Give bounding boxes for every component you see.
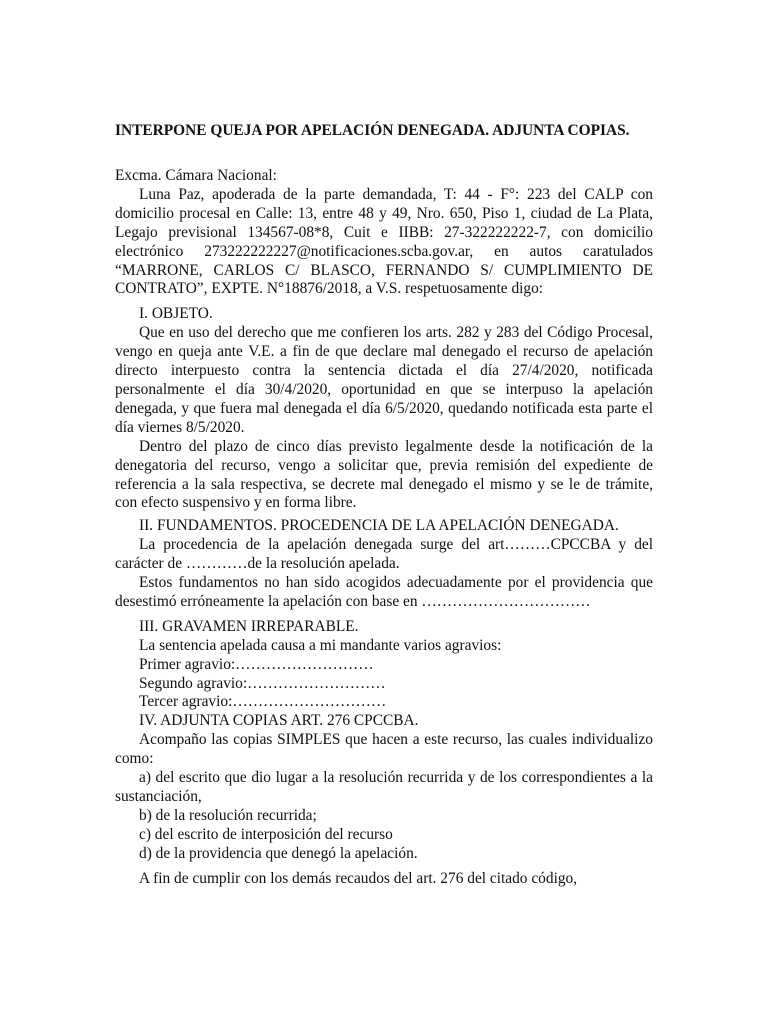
list-item: a) del escrito que dio lugar a la resolución recurrida y de los correspondientes a la sustanciación, — [115, 769, 653, 805]
salutation: Excma. Cámara Nacional: — [115, 167, 277, 184]
closing-paragraph: A fin de cumplir con los demás recaudos del art. 276 del citado código, — [139, 869, 578, 887]
list-item: d) de la providencia que denegó la apelación. — [139, 844, 418, 862]
fundamentos-paragraph-1: La procedencia de la apelación denegada surge del art………CPCCBA y del carácter de …………de la resolución apelada. — [115, 536, 653, 573]
list-item: Segundo agravio:……………………… — [139, 674, 386, 692]
list-item: Primer agravio:……………………… — [139, 655, 374, 673]
section-heading-gravamen: III. GRAVAMEN IRREPARABLE. — [139, 617, 359, 635]
list-item: b) de la resolución recurrida; — [139, 806, 317, 824]
copias-paragraph: Acompaño las copias SIMPLES que hacen a este recurso, las cuales individualizo como: — [115, 731, 653, 768]
intro-paragraph: Luna Paz, apoderada de la parte demandada, T: 44 - F°: 223 del CALP con domicilio procesal en Calle: 13, entre 48 y 49, Nro. 650, Piso 1, ciudad de La Plata, Legajo previsional 134567-08*8, Cuit e IIBB: 27-322222222-7, con domicilio electrónico 273222222227@notificaciones.scba.gov.ar, en autos caratulados “MARRONE, CARLOS C/ BLASCO, FERNANDO S/ CUMPLIMIENTO DE CONTRATO”, EXPTE. N°18876/2018, a V.S. respetuosamente digo: — [115, 185, 653, 298]
list-item: Tercer agravio:………………………… — [139, 693, 387, 711]
objeto-paragraph-2: Dentro del plazo de cinco días previsto legalmente desde la notificación de la denegatoria del recurso, vengo a solicitar que, previa remisión del expediente de referencia a la sala respectiva, se decrete mal denegado el mismo y se le de trámite, con efecto suspensivo y en forma libre. — [115, 437, 653, 512]
objeto-paragraph-1: Que en uso del derecho que me confieren los arts. 282 y 283 del Código Procesal, vengo en queja ante V.E. a fin de que declare mal denegado el recurso de apelación directo interpuesto contra la sentencia dictada el día 27/4/2020, notificada personalmente el día 30/4/2020, oportunidad en que se interpuso la apelación denegada, y que fuera mal denegada el día 6/5/2020, quedando notificada esta parte el día viernes 8/5/2020. — [115, 324, 653, 436]
list-item: c) del escrito de interposición del recurso — [139, 825, 393, 843]
section-heading-fundamentos: II. FUNDAMENTOS. PROCEDENCIA DE LA APELACIÓN DENEGADA. — [139, 517, 619, 535]
document-body — [115, 121, 653, 889]
section-heading-objeto: I. OBJETO. — [139, 305, 213, 323]
section-heading-copias: IV. ADJUNTA COPIAS ART. 276 CPCCBA. — [139, 712, 419, 730]
fundamentos-paragraph-2: Estos fundamentos no han sido acogidos adecuadamente por el providencia que desestimó erróneamente la apelación con base en …………………………… — [115, 574, 653, 610]
gravamen-paragraph: La sentencia apelada causa a mi mandante varios agravios: — [139, 636, 502, 654]
document-title: INTERPONE QUEJA POR APELACIÓN DENEGADA. ADJUNTA COPIAS. — [115, 122, 630, 139]
